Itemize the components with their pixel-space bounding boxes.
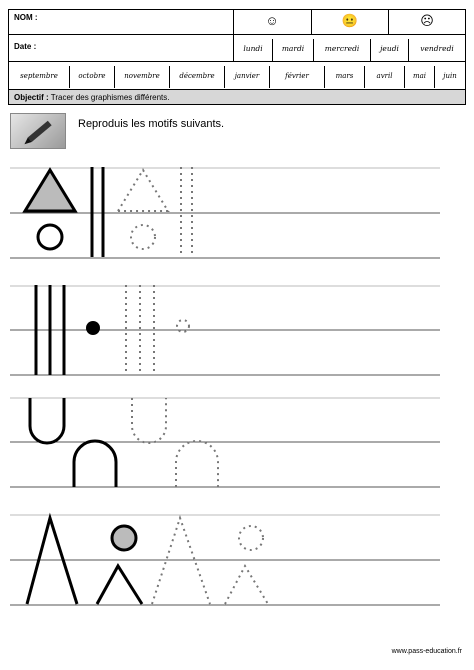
footer-url: www.pass-education.fr <box>391 648 462 655</box>
day-monday: lundi <box>233 39 272 61</box>
date-label: Date : <box>14 42 37 51</box>
day-thursday: jeudi <box>370 39 408 61</box>
month-february: février <box>269 66 324 88</box>
sad-face-icon: ☹ <box>388 10 465 34</box>
motif-row-4 <box>27 518 268 604</box>
month-december: décembre <box>169 66 224 88</box>
month-april: avril <box>364 66 404 88</box>
smile-face-icon: ☺ <box>265 13 279 28</box>
month-march: mars <box>324 66 364 88</box>
month-june: juin <box>434 66 465 88</box>
month-september: septembre <box>20 72 58 80</box>
day-friday: vendredi <box>408 39 465 61</box>
day-tuesday: mardi <box>272 39 313 61</box>
objective-label: Objectif : <box>14 93 49 102</box>
month-january: janvier <box>224 66 269 88</box>
instruction-text: Reproduis les motifs suivants. <box>78 118 225 130</box>
neutral-face-icon: 😐 <box>311 10 388 34</box>
name-label: NOM : <box>14 13 38 22</box>
objective-text: Tracer des graphismes différents. <box>50 93 170 102</box>
month-november: novembre <box>114 66 169 88</box>
day-wednesday: mercredi <box>313 39 370 61</box>
motif-row-1 <box>25 167 192 257</box>
month-october: octobre <box>69 66 114 88</box>
month-may: mai <box>404 66 434 88</box>
